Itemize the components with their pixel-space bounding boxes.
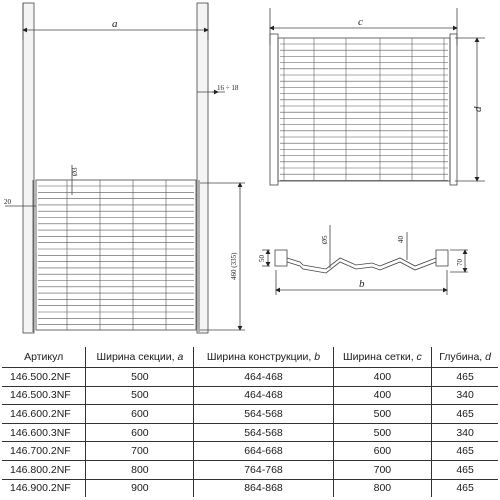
table-cell: 465 bbox=[432, 368, 498, 387]
column-header: Глубина, d bbox=[432, 347, 498, 368]
table-cell: 600 bbox=[333, 442, 432, 461]
dim-b-label: b bbox=[359, 278, 365, 290]
table-cell: 700 bbox=[86, 442, 194, 461]
table-cell: 340 bbox=[432, 423, 498, 442]
table-cell: 764-768 bbox=[194, 460, 333, 479]
column-header: Артикул bbox=[2, 347, 86, 368]
table-cell: 465 bbox=[432, 460, 498, 479]
top-frame bbox=[278, 38, 450, 181]
table-row bbox=[2, 368, 498, 387]
column-header: Ширина секции, a bbox=[86, 347, 194, 368]
offset-label: 20 bbox=[4, 198, 11, 206]
table-row bbox=[2, 442, 498, 461]
table-cell: 800 bbox=[86, 460, 194, 479]
table-cell: 564-568 bbox=[194, 405, 333, 424]
rail-height-label: 50 bbox=[258, 255, 266, 262]
rod-diameter-label: Ø5 bbox=[321, 235, 329, 244]
table-cell: 400 bbox=[333, 368, 432, 387]
table-cell: 464-468 bbox=[194, 386, 333, 405]
table-cell: 400 bbox=[333, 386, 432, 405]
dim-d-label: d bbox=[472, 106, 484, 112]
rail-total-label: 70 bbox=[456, 259, 464, 266]
column-header: Ширина конструкции, b bbox=[194, 347, 333, 368]
table-row bbox=[2, 460, 498, 479]
dim-a-label: a bbox=[112, 18, 118, 30]
gap-label: 16 ÷ 18 bbox=[217, 84, 239, 92]
table-cell: 146.600.3NF bbox=[2, 423, 86, 442]
dim-c-label: c bbox=[358, 16, 363, 28]
column-header: Ширина сетки, c bbox=[333, 347, 432, 368]
table-row bbox=[2, 423, 498, 442]
table-row bbox=[2, 405, 498, 424]
table-cell: 500 bbox=[333, 423, 432, 442]
rail-depth-label: 40 bbox=[397, 236, 405, 243]
height-label: 460 (335) bbox=[230, 252, 238, 280]
table-cell: 500 bbox=[86, 386, 194, 405]
table-cell: 465 bbox=[432, 479, 498, 497]
top-view bbox=[270, 8, 485, 185]
table-cell: 146.800.2NF bbox=[2, 460, 86, 479]
table-cell: 340 bbox=[432, 386, 498, 405]
table-cell: 146.500.3NF bbox=[2, 386, 86, 405]
rail-section bbox=[262, 225, 468, 295]
side-view bbox=[5, 3, 245, 333]
table-row bbox=[2, 479, 498, 497]
table-cell: 465 bbox=[432, 405, 498, 424]
table-cell: 146.900.2NF bbox=[10, 482, 71, 495]
table-cell: 664-668 bbox=[194, 442, 333, 461]
top-wires bbox=[280, 38, 448, 181]
table-cell: 864-868 bbox=[194, 479, 333, 497]
table-cell: 500 bbox=[333, 405, 432, 424]
table-cell: 600 bbox=[86, 423, 194, 442]
table-cell: 464-468 bbox=[194, 368, 333, 387]
table-row bbox=[2, 386, 498, 405]
table-cell: 564-568 bbox=[194, 423, 333, 442]
table-cell: 900 bbox=[86, 479, 194, 497]
table-cell: 146.500.2NF bbox=[2, 368, 86, 387]
table-cell: 465 bbox=[432, 442, 498, 461]
spec-header-row bbox=[2, 347, 498, 368]
table-cell: 800 bbox=[333, 479, 432, 497]
table-cell: 600 bbox=[86, 405, 194, 424]
spec-table bbox=[2, 347, 498, 497]
table-cell: 500 bbox=[86, 368, 194, 387]
table-cell: 146.700.2NF bbox=[2, 442, 86, 461]
wire-diameter-label: Ø3 bbox=[71, 167, 79, 176]
table-cell: 700 bbox=[333, 460, 432, 479]
table-cell: 146.600.2NF bbox=[2, 405, 86, 424]
left-cabinet-wall bbox=[23, 3, 34, 333]
basket-wires bbox=[38, 180, 194, 330]
